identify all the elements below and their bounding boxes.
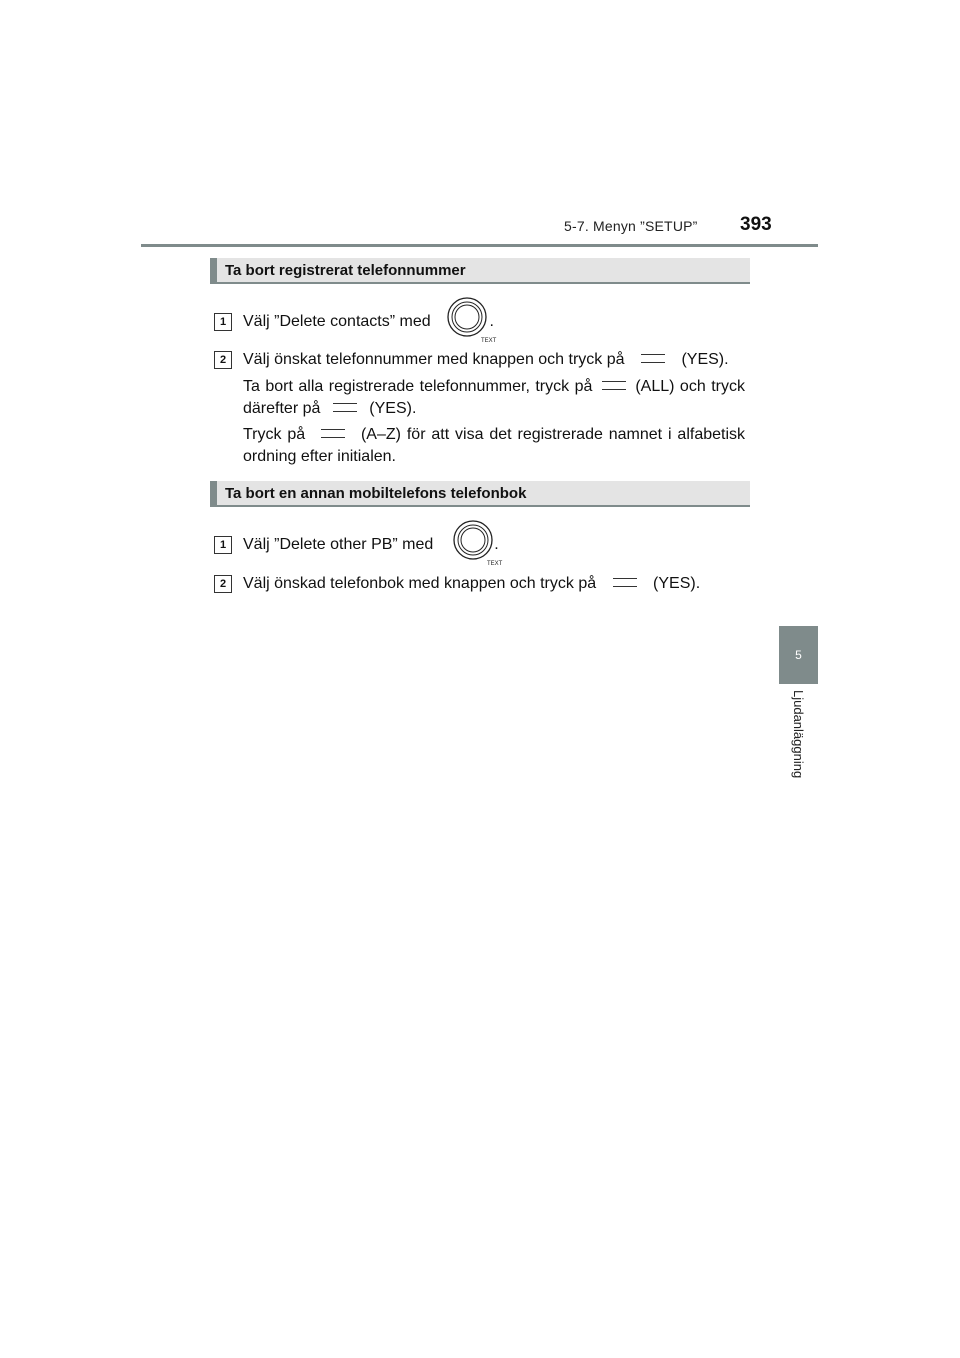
header-divider [141,244,818,247]
step-number: 2 [214,575,232,593]
heading-accent-bar [210,258,217,282]
heading-accent-bar [210,481,217,505]
heading-text: Ta bort registrerat telefonnummer [225,262,466,279]
note-text-after: (YES). [369,400,417,417]
knob-label: TEXT [487,561,503,567]
section-heading-delete-phonebook [210,481,750,507]
heading-text: Ta bort en annan mobiltelefons telefonbok [225,485,527,502]
button-icon [333,403,357,412]
step-number: 2 [214,351,232,369]
step-number: 1 [214,313,232,331]
note-text-before: Ta bort alla registrerade telefonnummer, tryck på [243,378,593,395]
button-icon [641,354,665,363]
step-text-before: Välj ”Delete other PB” med [243,536,434,553]
button-icon [602,381,626,390]
tune-knob-icon [443,296,497,344]
note-line [243,377,745,397]
tune-knob-icon [449,519,503,567]
note-text-after: (A–Z) för att visa det registrerade namnet i alfabetisk [360,426,746,443]
note-text-after: (ALL) och tryck [635,378,745,395]
page-number: 393 [740,214,772,235]
knob-label: TEXT [481,338,497,344]
step-text-after: . [494,536,499,553]
chapter-label-container [779,690,818,800]
note-text-before: Tryck på [243,426,306,443]
step-text [243,350,729,370]
step-text-before: Välj ”Delete contacts” med [243,313,431,330]
section-heading-delete-number [210,258,750,284]
step-text-before: Välj önskat telefonnummer med knappen och tryck på [243,351,625,368]
step-text [243,574,700,594]
note-text-before: därefter på [243,400,321,417]
button-icon [321,429,345,438]
step-text-after: . [489,313,494,330]
step-text-after: (YES). [681,351,729,368]
note-line [243,425,745,445]
note-line: ordning efter initialen. [243,448,396,465]
step-text-after: (YES). [653,575,701,592]
chapter-tab: 5 [779,626,818,684]
step-text-before: Välj önskad telefonbok med knappen och tryck på [243,575,597,592]
section-title: 5-7. Menyn ”SETUP” [564,218,698,234]
chapter-label: Ljudanläggning [791,690,806,779]
button-icon [613,578,637,587]
step-number: 1 [214,536,232,554]
note-line [243,399,416,419]
